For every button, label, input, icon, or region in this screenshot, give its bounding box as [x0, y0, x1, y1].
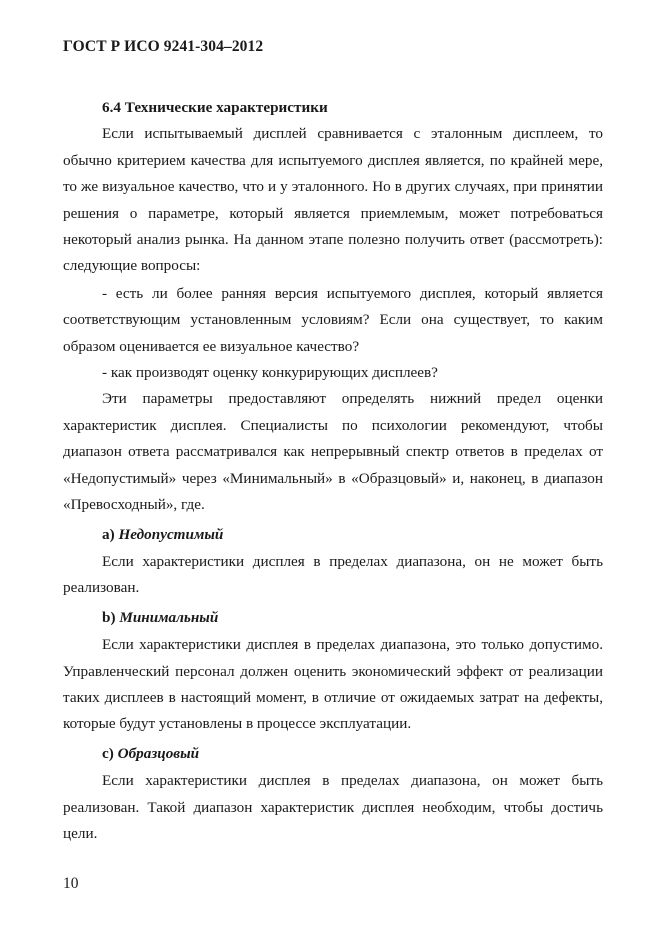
- item-marker: a): [102, 525, 115, 543]
- item-name: Недопустимый: [118, 525, 224, 543]
- item-heading-minimal: [63, 605, 603, 631]
- paragraph-intro: Если испытываемый дисплей сравнивается с эталонным дисплеем, то обычно критерием качества для испытуемого дисплея является, по крайней мере, то же визуальное качество, что и у эталонного. Но в других случаях, при принятии решения о параметре, который является приемлемым, может потребоваться некоторый анализ рынка. На данном этапе полезно получить ответ (рассмотреть): следующие вопросы:: [63, 125, 603, 275]
- document-body: [63, 95, 603, 847]
- page-number: 10: [63, 875, 79, 892]
- item-text-unacceptable: Если характеристики дисплея в пределах диапазона, он не может быть реализован.: [63, 552, 603, 597]
- item-name: Образцовый: [117, 744, 200, 762]
- section-heading: [63, 95, 603, 121]
- paragraph-question-1: - есть ли более ранняя версия испытуемого дисплея, который является соответствующим установленным условиям? Если она существует, то каким образом оценивается ее визуальное качество?: [63, 284, 603, 355]
- item-heading-unacceptable: [63, 522, 603, 548]
- section-number: 6.4: [102, 99, 121, 116]
- item-marker: b): [102, 608, 116, 626]
- item-name: Минимальный: [119, 608, 219, 626]
- item-marker: c): [102, 744, 114, 762]
- paragraph-range-description: Эти параметры предоставляют определять нижний предел оценки характеристик дисплея. Специалисты по психологии рекомендуют, чтобы диапазон ответа рассматривался как непрерывный спектр ответов в пределах от «Недопустимый» через «Минимальный» в «Образцовый» и, наконец, в диапазон «Превосходный», где.: [63, 390, 603, 514]
- item-text-minimal: Если характеристики дисплея в пределах диапазона, это только допустимо. Управленческий персонал должен оценить экономический эффект от реализации таких дисплеев в настоящий момент, в отличие от ожидаемых затрат на дефекты, которые будут установлены в процессе эксплуатации.: [63, 636, 603, 733]
- document-header: ГОСТ Р ИСО 9241-304–2012: [63, 38, 264, 55]
- paragraph-question-2: - как производят оценку конкурирующих дисплеев?: [102, 364, 438, 382]
- section-title: Технические характеристики: [124, 99, 328, 116]
- item-heading-exemplary: [63, 741, 603, 767]
- item-text-exemplary: Если характеристики дисплея в пределах диапазона, он может быть реализован. Такой диапазон характеристик дисплея необходим, чтобы достичь цели.: [63, 772, 603, 842]
